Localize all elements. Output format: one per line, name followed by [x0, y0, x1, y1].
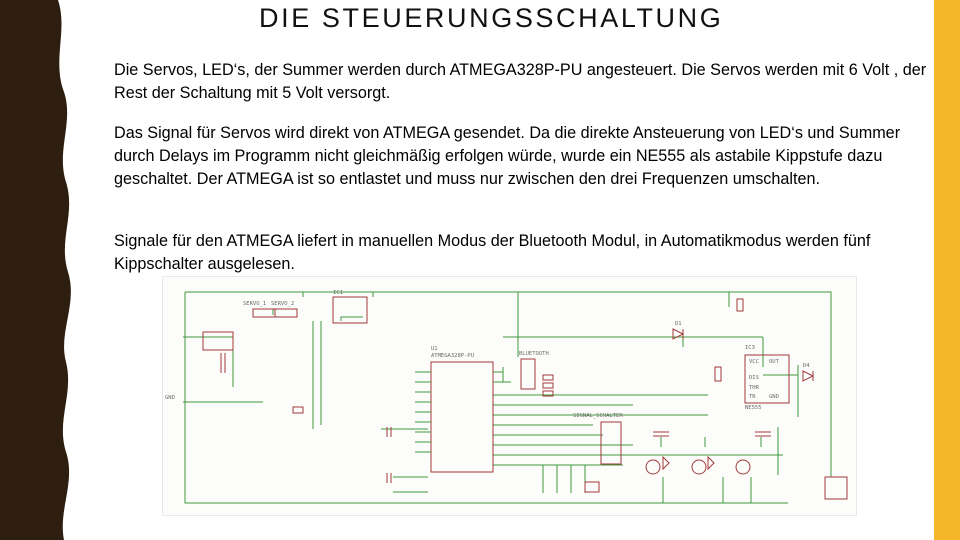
- resistor-r7: [293, 407, 303, 413]
- servo2-header: [275, 309, 297, 317]
- resistor-r2: [543, 383, 553, 388]
- slide-title: DIE STEUERUNGSSCHALTUNG: [259, 3, 724, 33]
- led-d2: [663, 457, 669, 469]
- switch-header: [601, 422, 621, 464]
- mcu-name-label: U1: [431, 346, 438, 352]
- transistor-t1: [646, 460, 660, 474]
- accent-bar: [934, 0, 960, 540]
- diode-d4: [803, 371, 813, 381]
- timer-name-label: IC3: [745, 345, 755, 351]
- servo1-header: [253, 309, 275, 317]
- microcontroller-u1: [431, 362, 493, 472]
- bluetooth-header: [521, 359, 535, 389]
- servo1-label: SERVO_1: [243, 301, 267, 307]
- regulator-ic1: [333, 297, 367, 323]
- timer-pin-out: OUT: [769, 359, 779, 365]
- diode4-label: D4: [803, 363, 810, 369]
- regulator-label: IC1: [333, 290, 343, 296]
- resistor-r8: [737, 299, 743, 311]
- led-d3: [708, 457, 714, 469]
- transistor-t2: [692, 460, 706, 474]
- mcu-value-label: ATMEGA328P-PU: [431, 353, 475, 359]
- timer-pin-vcc: VCC: [749, 359, 759, 365]
- transistor-t3: [736, 460, 750, 474]
- buzzer-lsp: [585, 482, 599, 492]
- timer-pin-tr: TR: [749, 394, 756, 400]
- schematic-wires: [183, 292, 831, 503]
- paragraph-ne555: Das Signal für Servos wird direkt von ATMEGA gesendet. Da die direkte Ansteuerung von LED‘s und Summer durch Delays im Programm nicht gleichmäßig erfolgen würde, wurde ein NE555 als astabile Kippstufe dazu geschaltet. Der ATMEGA ist so entlastet und muss nur zwischen den drei Frequenzen umschalten.: [114, 124, 901, 188]
- switch-ic2: [203, 332, 233, 350]
- mcu-pins: [415, 372, 503, 452]
- switch-header-label: SIGNAL_SCHALTER: [573, 413, 623, 419]
- timer-pin-thr: THR: [749, 385, 759, 391]
- resistor-r5: [715, 367, 721, 381]
- ne555-cap-header: [825, 477, 847, 499]
- diode1-label: D1: [675, 321, 682, 327]
- gnd-label: GND: [165, 395, 175, 401]
- paragraph-signals: Signale für den ATMEGA liefert in manuellen Modus der Bluetooth Modul, in Automatikmodus werden fünf Kippschalter ausgelesen.: [114, 232, 871, 273]
- torn-edge-decoration: [0, 0, 80, 540]
- circuit-schematic: [162, 276, 857, 516]
- timer-pin-dis: DIS: [749, 375, 759, 381]
- timer-pin-gnd: GND: [769, 394, 779, 400]
- servo2-label: SERVO_2: [271, 301, 295, 307]
- resistor-r1: [543, 375, 553, 380]
- timer-value-label: NE555: [745, 405, 762, 411]
- paragraph-power-supply: Die Servos, LED‘s, der Summer werden durch ATMEGA328P-PU angesteuert. Die Servos werden mit 6 Volt , der Rest der Schaltung mit 5 Volt versorgt.: [114, 61, 927, 102]
- bluetooth-label: BLUETOOTH: [519, 351, 549, 357]
